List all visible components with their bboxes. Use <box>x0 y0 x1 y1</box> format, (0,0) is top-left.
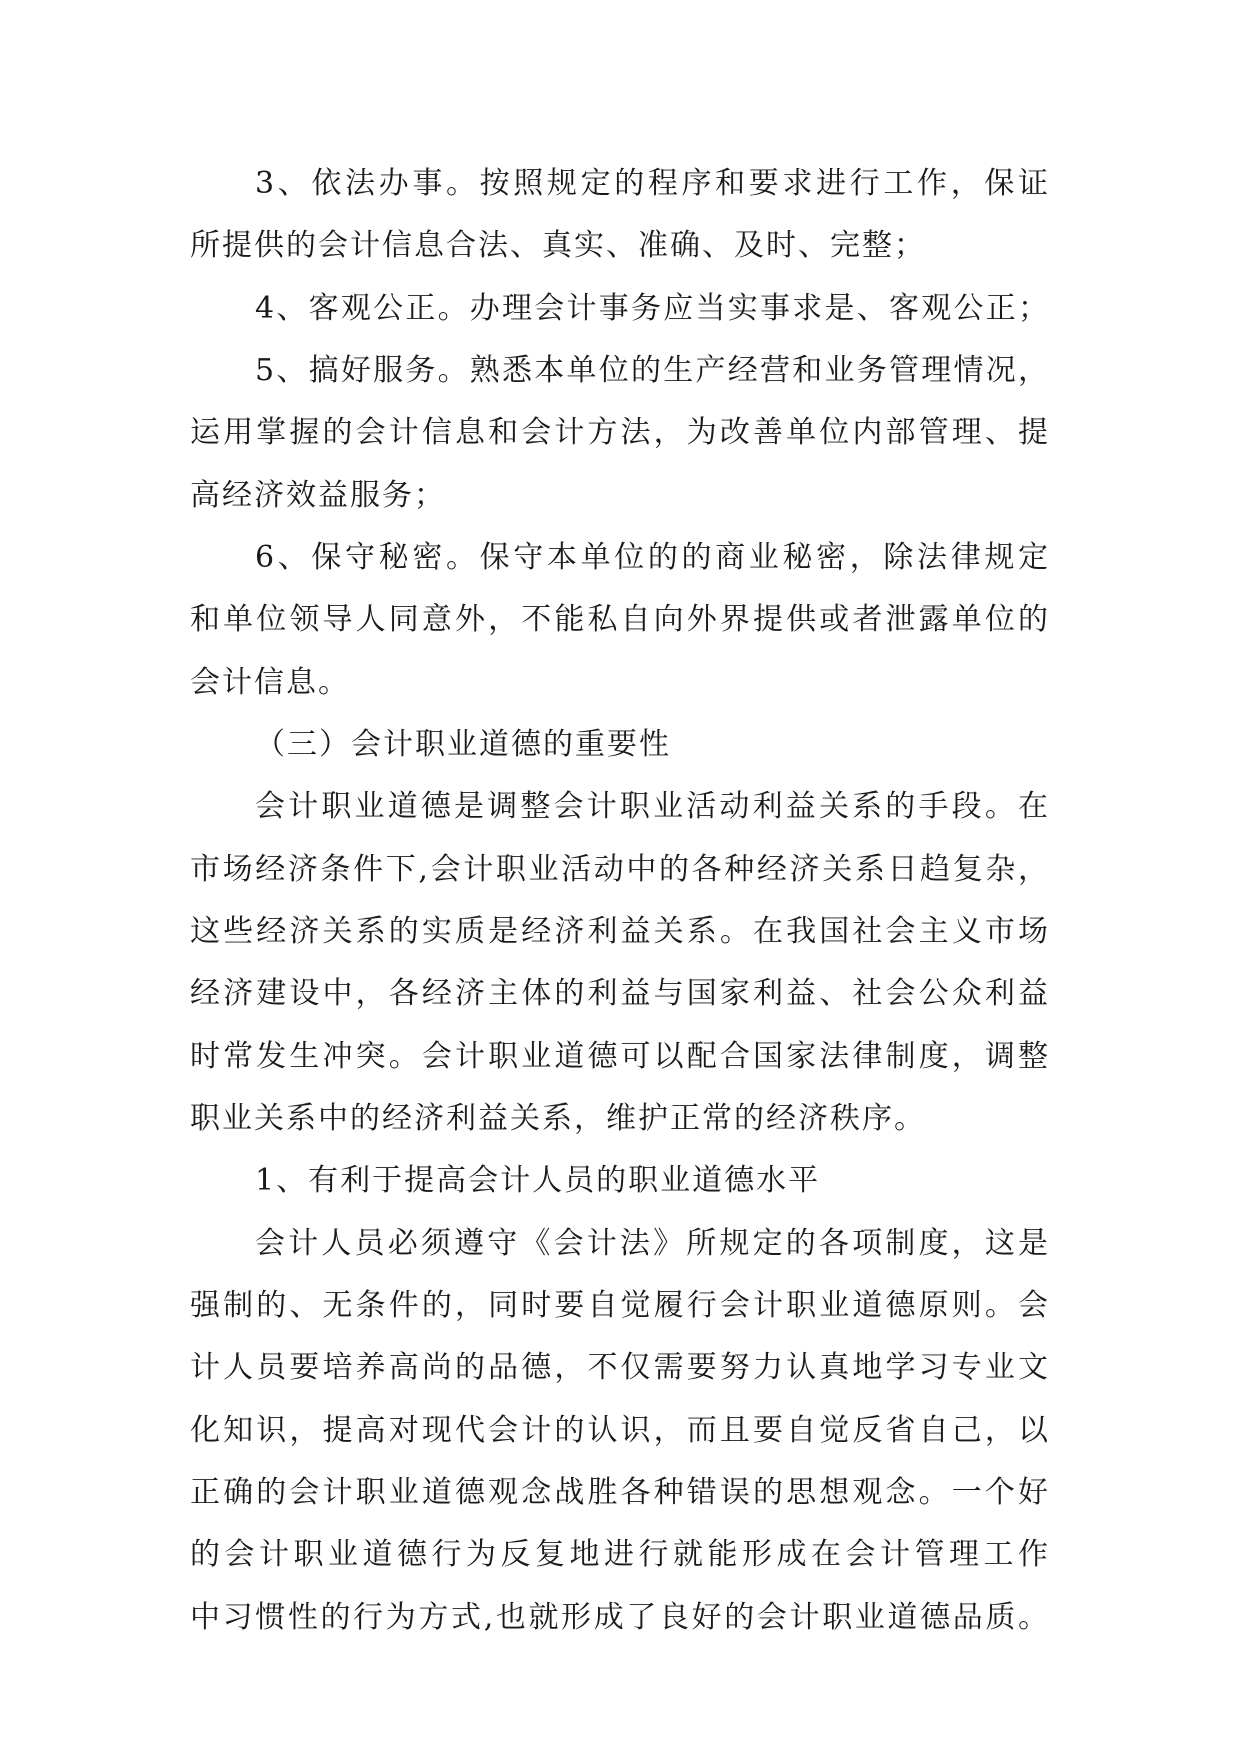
paragraph-line: 6、保守秘密。保守本单位的的商业秘密，除法律规定 <box>255 540 1050 575</box>
paragraph-line: 时常发生冲突。会计职业道德可以配合国家法律制度，调整 <box>190 1039 1050 1074</box>
paragraph-line: 高经济效益服务； <box>190 478 446 513</box>
paragraph-line: 4、客观公正。办理会计事务应当实事求是、客观公正； <box>255 291 1050 326</box>
paragraph-line: 这些经济关系的实质是经济利益关系。在我国社会主义市场 <box>190 914 1050 949</box>
paragraph-line: 经济建设中，各经济主体的利益与国家利益、社会公众利益 <box>190 976 1050 1011</box>
subsection-heading: 1、有利于提高会计人员的职业道德水平 <box>255 1163 821 1198</box>
paragraph-line: 和单位领导人同意外，不能私自向外界提供或者泄露单位的 <box>190 602 1050 637</box>
paragraph-line: 强制的、无条件的，同时要自觉履行会计职业道德原则。会 <box>190 1288 1050 1323</box>
paragraph-line: 5、搞好服务。熟悉本单位的生产经营和业务管理情况， <box>255 353 1050 388</box>
paragraph-line: 会计信息。 <box>190 665 350 700</box>
paragraph-line: 3、依法办事。按照规定的程序和要求进行工作，保证 <box>255 166 1050 201</box>
paragraph-line: 计人员要培养高尚的品德，不仅需要努力认真地学习专业文 <box>190 1350 1050 1385</box>
paragraph-line: 所提供的会计信息合法、真实、准确、及时、完整； <box>190 228 926 263</box>
paragraph-line: 职业关系中的经济利益关系，维护正常的经济秩序。 <box>190 1101 926 1136</box>
paragraph-line: 运用掌握的会计信息和会计方法，为改善单位内部管理、提 <box>190 415 1050 450</box>
paragraph-line: 中习惯性的行为方式,也就形成了良好的会计职业道德品质。 <box>190 1600 1050 1635</box>
paragraph-line: 的会计职业道德行为反复地进行就能形成在会计管理工作 <box>190 1537 1050 1572</box>
section-heading: （三）会计职业道德的重要性 <box>255 727 671 762</box>
paragraph-line: 市场经济条件下,会计职业活动中的各种经济关系日趋复杂， <box>190 852 1050 887</box>
paragraph-line: 会计人员必须遵守《会计法》所规定的各项制度，这是 <box>255 1226 1050 1261</box>
paragraph-line: 正确的会计职业道德观念战胜各种错误的思想观念。一个好 <box>190 1475 1050 1510</box>
paragraph-line: 化知识，提高对现代会计的认识，而且要自觉反省自己，以 <box>190 1413 1050 1448</box>
paragraph-line: 会计职业道德是调整会计职业活动利益关系的手段。在 <box>255 789 1050 824</box>
